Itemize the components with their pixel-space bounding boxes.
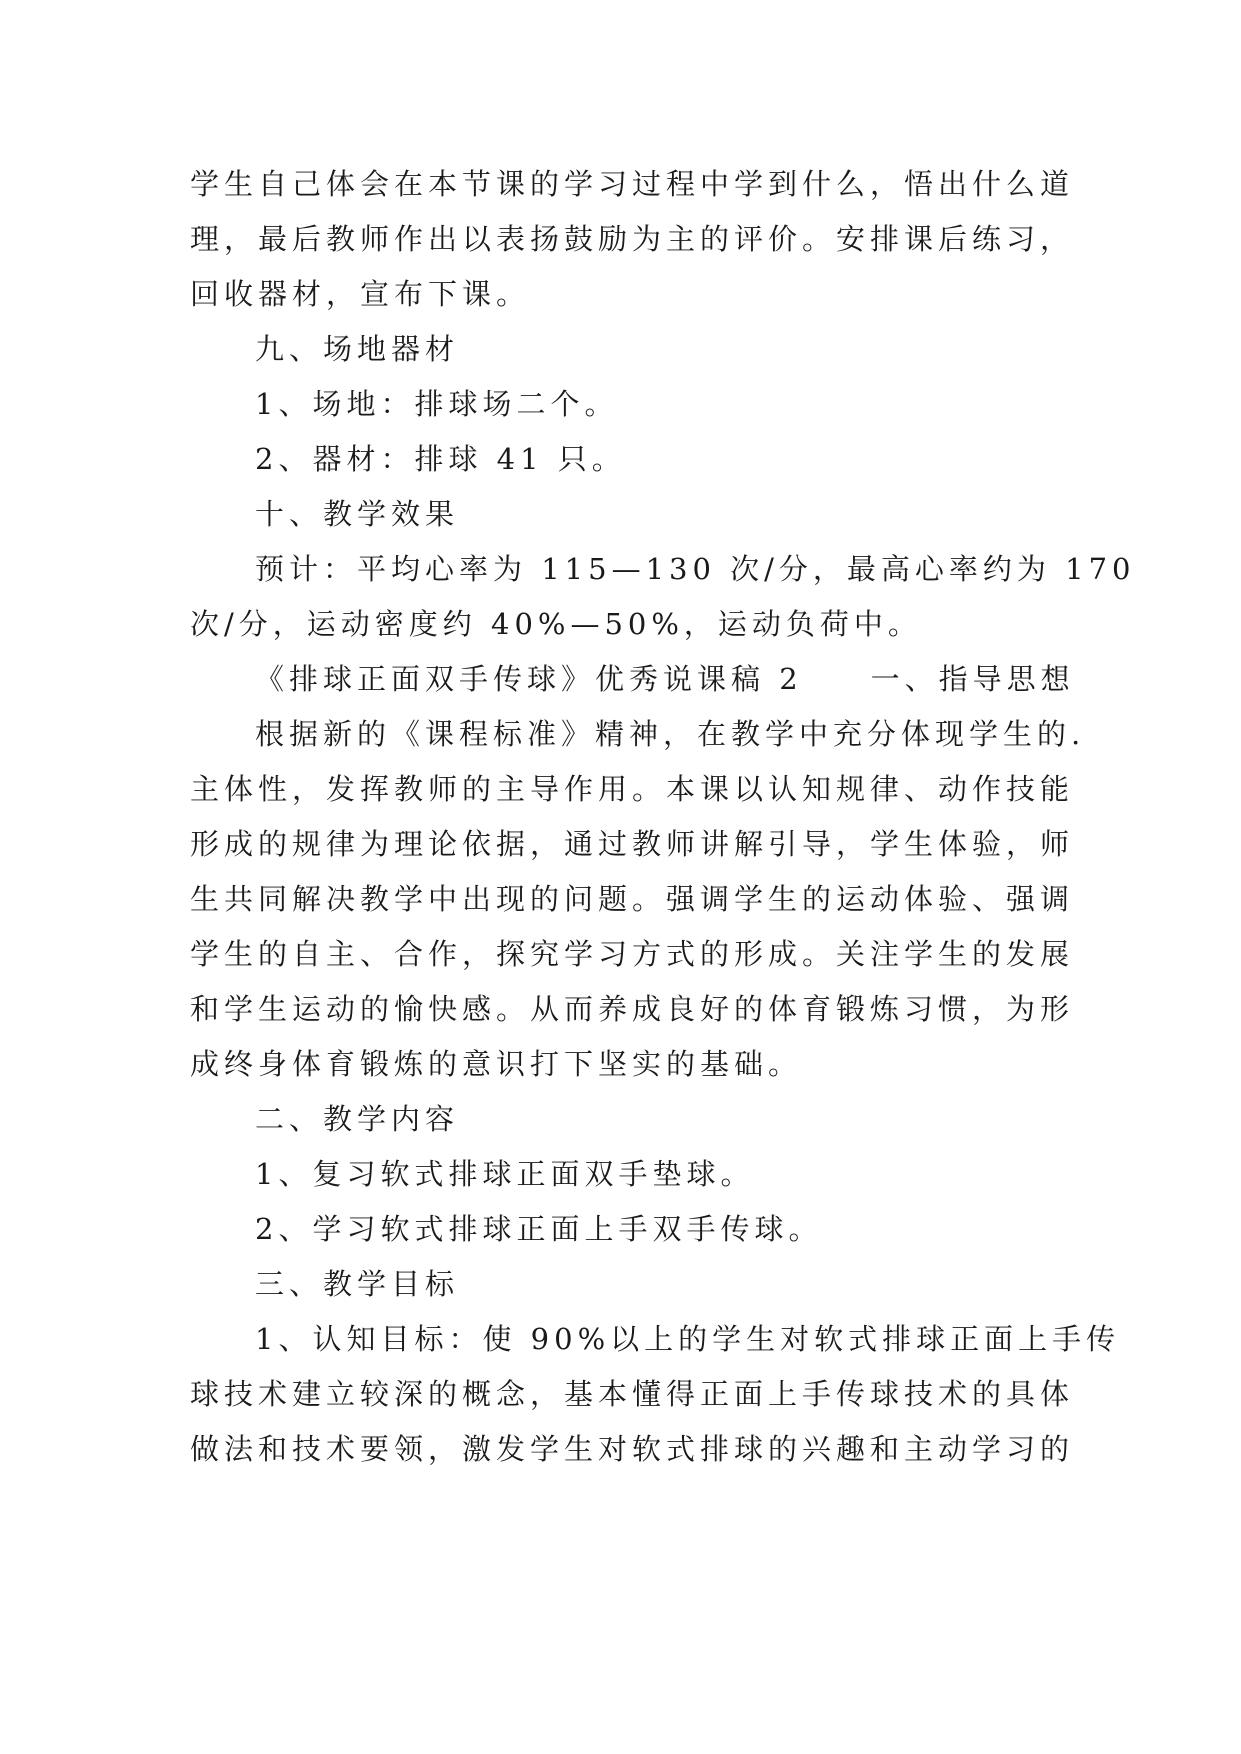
text-line: 生共同解决教学中出现的问题。强调学生的运动体验、强调 (190, 882, 1075, 916)
text-line: 主体性，发挥教师的主导作用。本课以认知规律、动作技能 (190, 772, 1075, 806)
text-line: 1、认知目标：使 90%以上的学生对软式排球正面上手传 (255, 1322, 1121, 1356)
text-line: 1、复习软式排球正面双手垫球。 (255, 1157, 755, 1191)
text-line: 回收器材，宣布下课。 (190, 277, 531, 311)
text-line: 1、场地：排球场二个。 (255, 387, 619, 421)
text-line: 学生自己体会在本节课的学习过程中学到什么，悟出什么道 (190, 167, 1075, 201)
text-line: 球技术建立较深的概念，基本懂得正面上手传球技术的具体 (190, 1377, 1075, 1411)
text-line: 预计：平均心率为 115—130 次/分，最高心率约为 170 (255, 552, 1136, 586)
section-heading: 十、教学效果 (255, 497, 460, 531)
text-line: 做法和技术要领，激发学生对软式排球的兴趣和主动学习的 (190, 1432, 1075, 1466)
section-heading: 二、教学内容 (255, 1102, 460, 1136)
text-line: 和学生运动的愉快感。从而养成良好的体育锻炼习惯，为形 (190, 992, 1075, 1026)
section-heading: 九、场地器材 (255, 332, 460, 366)
section-heading: 三、教学目标 (255, 1267, 460, 1301)
text-line: 根据新的《课程标准》精神，在教学中充分体现学生的. (255, 717, 1086, 751)
text-line: 学生的自主、合作，探究学习方式的形成。关注学生的发展 (190, 937, 1075, 971)
text-line: 2、器材：排球 41 只。 (255, 442, 626, 476)
text-line: 次/分，运动密度约 40%—50%，运动负荷中。 (190, 607, 922, 641)
text-line: 2、学习软式排球正面上手双手传球。 (255, 1212, 823, 1246)
document-title-line: 《排球正面双手传球》优秀说课稿 2 一、指导思想 (255, 662, 1075, 696)
text-line: 成终身体育锻炼的意识打下坚实的基础。 (190, 1047, 803, 1081)
text-line: 形成的规律为理论依据，通过教师讲解引导，学生体验，师 (190, 827, 1075, 861)
text-line: 理，最后教师作出以表扬鼓励为主的评价。安排课后练习， (190, 222, 1075, 256)
